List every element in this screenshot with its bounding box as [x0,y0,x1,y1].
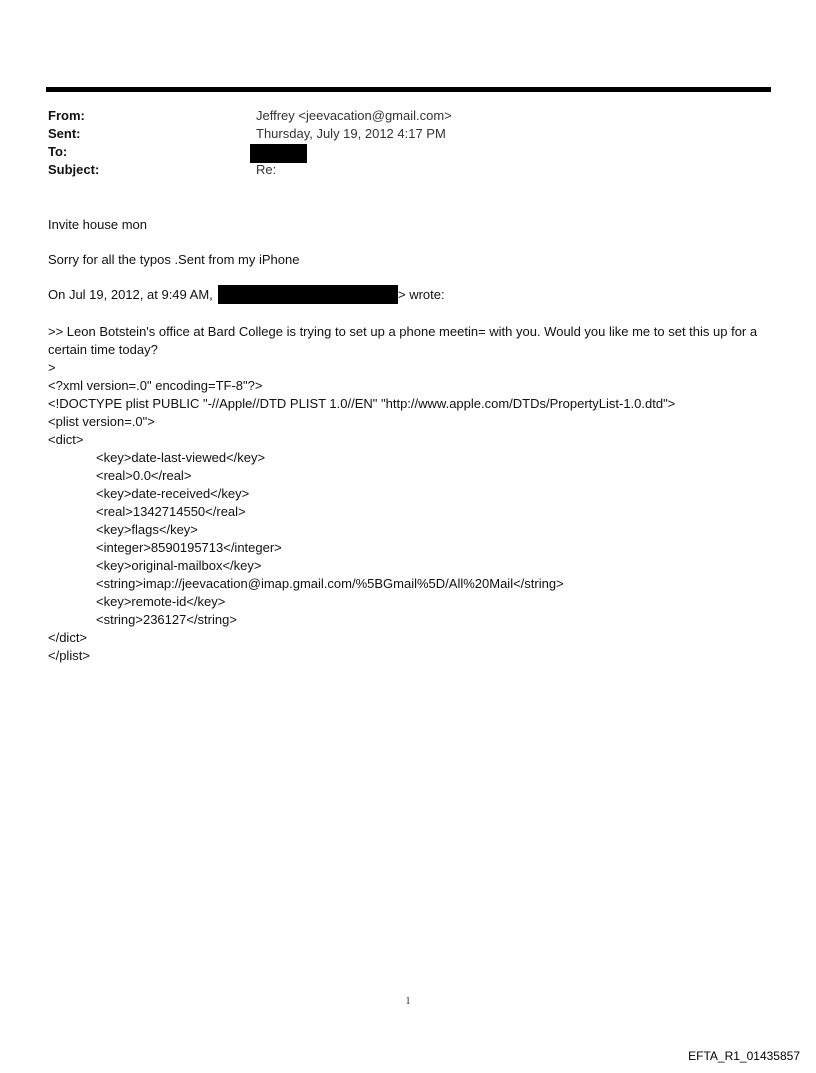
dict-line: <key>remote-id</key> [96,594,226,609]
from-label: From: [48,108,85,123]
dict-line: <integer>8590195713</integer> [96,540,282,555]
dict-line: <real>1342714550</real> [96,504,246,519]
dict-line: <string>imap://jeevacation@imap.gmail.com/%5BGmail%5D/All%20Mail</string> [96,576,564,591]
quote-intro-suffix: > wrote: [398,287,445,302]
dict-line: <key>original-mailbox</key> [96,558,262,573]
xml-declaration: <?xml version=.0" encoding=TF-8"?> [48,378,263,393]
dict-line: <key>date-last-viewed</key> [96,450,266,465]
to-label: To: [48,144,68,159]
sender-redaction [218,285,398,304]
dict-line: <string>236127</string> [96,612,237,627]
quoted-message: >> Leon Botstein's office at Bard College is trying to set up a phone meetin= with you. Would you like me to set this up for a certain time today? [48,324,758,357]
doctype-line: <!DOCTYPE plist PUBLIC "-//Apple//DTD PLIST 1.0//EN" "http://www.apple.com/DTDs/PropertyList-1.0.dtd"> [48,396,676,411]
subject-value: Re: [256,162,277,177]
plist-open: <plist version=.0"> [48,414,155,429]
document-id: EFTA_R1_01435857 [688,1049,800,1063]
from-value: Jeffrey <jeevacation@gmail.com> [256,108,452,123]
quote-marker: > [48,360,56,375]
header-divider [46,87,771,92]
message-line-1: Invite house mon [48,217,148,232]
sent-label: Sent: [48,126,81,141]
dict-line: <key>date-received</key> [96,486,250,501]
dict-open: <dict> [48,432,84,447]
message-line-2: Sorry for all the typos .Sent from my iPhone [48,252,300,267]
quote-intro-prefix: On Jul 19, 2012, at 9:49 AM, [48,287,213,302]
sent-value: Thursday, July 19, 2012 4:17 PM [256,126,446,141]
dict-close: </dict> [48,630,88,645]
page-number: 1 [405,996,411,1007]
dict-line: <key>flags</key> [96,522,198,537]
dict-line: <real>0.0</real> [96,468,192,483]
plist-close: </plist> [48,648,90,663]
subject-label: Subject: [48,162,100,177]
